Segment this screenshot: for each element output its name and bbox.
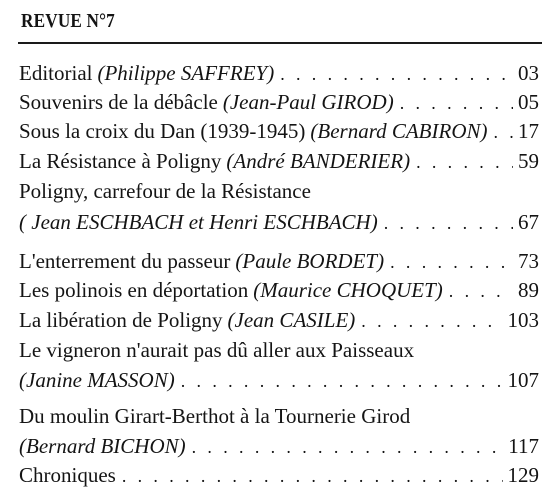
entry-author: (Janine MASSON) — [19, 368, 175, 392]
dot-leader — [361, 308, 502, 334]
entry-author: (Philippe SAFFREY) — [97, 61, 275, 85]
toc-entry — [19, 178, 539, 204]
dot-leader — [192, 434, 504, 460]
entry-title: Chroniques — [19, 463, 116, 487]
toc-entry — [19, 433, 539, 459]
toc-entry — [19, 89, 539, 115]
toc-entry — [19, 248, 539, 274]
entry-title: Les polinois en déportation — [19, 278, 249, 302]
dot-leader — [416, 149, 513, 175]
entry-title: La libération de Poligny — [19, 308, 223, 332]
dot-leader — [493, 119, 513, 145]
entry-page-number: 103 — [507, 308, 539, 332]
dot-leader — [390, 249, 513, 275]
dot-leader — [449, 278, 513, 304]
toc-entry — [19, 307, 539, 333]
entry-title: Editorial — [19, 61, 93, 85]
entry-page-number: 117 — [508, 434, 539, 458]
entry-title: Sous la croix du Dan (1939-1945) — [19, 119, 306, 143]
entry-title: Le vigneron n'aurait pas dû aller aux Paisseaux — [19, 338, 415, 362]
entry-page-number: 59 — [518, 149, 539, 173]
entry-page-number: 17 — [518, 119, 539, 143]
entry-page-number: 129 — [507, 463, 539, 487]
entry-page-number: 89 — [518, 278, 539, 302]
dot-leader — [181, 368, 503, 394]
toc-entry — [19, 277, 539, 303]
entry-author: (Jean CASILE) — [227, 308, 356, 332]
dot-leader — [122, 463, 503, 489]
entry-title: Souvenirs de la débâcle — [19, 90, 218, 114]
entry-page-number: 05 — [518, 90, 539, 114]
entry-title: Poligny, carrefour de la Résistance — [19, 179, 311, 203]
entry-title: La Résistance à Poligny — [19, 149, 222, 173]
toc-entry — [19, 60, 539, 86]
entry-author: (Paule BORDET) — [235, 249, 385, 273]
entry-author: (Maurice CHOQUET) — [253, 278, 443, 302]
dot-leader — [400, 90, 513, 116]
toc-entry — [19, 403, 539, 429]
toc-entry — [19, 148, 539, 174]
toc-entry — [19, 337, 539, 363]
entry-page-number: 67 — [518, 210, 539, 234]
dot-leader — [384, 210, 513, 236]
toc-entry — [19, 209, 539, 235]
dot-leader — [280, 61, 513, 87]
entry-author: ( Jean ESCHBACH et Henri ESCHBACH) — [19, 210, 378, 234]
entry-author: (André BANDERIER) — [226, 149, 411, 173]
entry-author: (Bernard CABIRON) — [310, 119, 488, 143]
page-heading: REVUE N°7 — [21, 10, 115, 32]
toc-entry — [19, 367, 539, 393]
entry-title: Du moulin Girart-Berthot à la Tournerie Girod — [19, 404, 411, 428]
toc-entry — [19, 118, 539, 144]
entry-author: (Bernard BICHON) — [19, 434, 186, 458]
toc-entry — [19, 462, 539, 488]
entry-page-number: 03 — [518, 61, 539, 85]
entry-page-number: 107 — [507, 368, 539, 392]
entry-title: L'enterrement du passeur — [19, 249, 231, 273]
entry-author: (Jean-Paul GIROD) — [222, 90, 394, 114]
entry-page-number: 73 — [518, 249, 539, 273]
